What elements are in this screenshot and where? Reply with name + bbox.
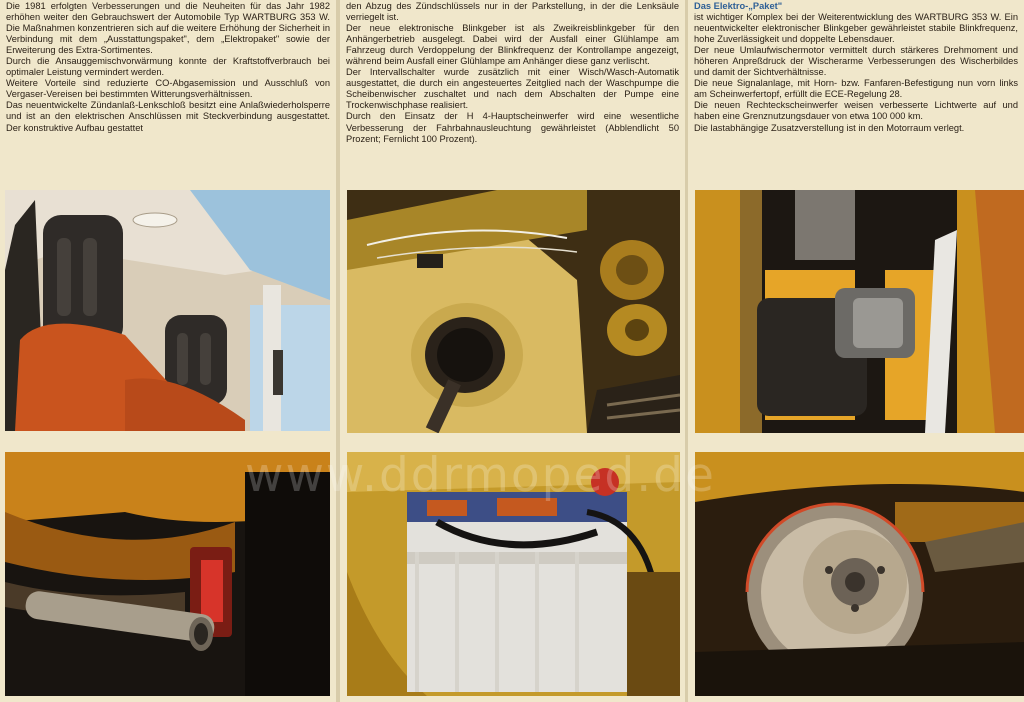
photo-engine-bay-headlight (347, 190, 680, 433)
panel-right-text (694, 1, 1018, 134)
section-heading: Das Elektro-„Paket" (694, 1, 783, 11)
paragraph: Durch den Einsatz der H 4-Hauptscheinwerfer wird eine wesentliche Verbesserung der Fahrbahnausleuchtung gewährleistet (Abblendlicht 50 Prozent; Fernlicht 100 Prozent). (346, 111, 679, 144)
paragraph: Weitere Vorteile sind reduzierte CO-Abgasemission und Ausschluß von Vergaser-Vereisen bei bestimmten Witterungsverhältnissen. (6, 78, 330, 100)
paragraph: Durch die Ansauggemischvorwärmung konnte der Kraftstoffverbrauch bei optimaler Leistung vermindert werden. (6, 56, 330, 78)
panel-middle (340, 0, 685, 702)
paragraph: Das neuentwickelte Zündanlaß-Lenkschloß besitzt eine Anlaßwiederholsperre und ist an den elektrischen Anschlüssen mit Steckverbindung ausgestattet. Der konstruktive Aufbau gestattet (6, 100, 330, 133)
paragraph: Der neue Umlaufwischermotor vermittelt durch stärkeres Drehmoment und höheren Anpreßdruck der Wischerarme Verbesserungen des Wischerbildes und damit der Sichtverhältnisse. (694, 45, 1018, 78)
paragraph: den Abzug des Zündschlüssels nur in der Parkstellung, in der die Lenksäule verriegelt ist. (346, 1, 679, 23)
photo-wiper-motor (695, 190, 1024, 433)
paragraph: Die neue Signalanlage, mit Horn- bzw. Fanfaren-Befestigung nun vorn links am Scheinwerfertopf, erfüllt die ECE-Regelung 28. (694, 78, 1018, 100)
paragraph: Der Intervallschalter wurde zusätzlich mit einer Wisch/Wasch-Automatik ausgestattet, die durch ein angesteuertes Zeitglied nach der Waschpumpe die Scheibenwischer zuschaltet und nach dem Abschalten der Pumpe eine Trockenwischphase realisiert. (346, 67, 679, 111)
photo-brake-disc (695, 452, 1024, 696)
panel-right (688, 0, 1024, 702)
paragraph: Die lastabhängige Zusatzverstellung ist in den Motorraum verlegt. (694, 122, 965, 133)
watermark: www.ddrmoped.de (245, 448, 716, 503)
panel-left (0, 0, 336, 702)
panel-middle-text (346, 1, 679, 145)
paragraph: Die neuen Rechteckscheinwerfer weisen verbesserte Lichtwerte auf und haben eine Grenznutzungsdauer von etwa 100 000 km. (694, 100, 1018, 122)
paragraph: Die 1981 erfolgten Verbesserungen und die Neuheiten für das Jahr 1982 erhöhen weiter den Gebrauchswert der Automobile Typ WARTBURG 353 W. Die Maßnahmen konzentrieren sich auf die weitere Erhöhung der Sicherheit in Verbindung mit dem „Ausstattungspaket", dem „Elektropaket" sowie der Erweiterung des Extra-Sortimentes. (6, 1, 330, 56)
paragraph: ist wichtiger Komplex bei der Weiterentwicklung des WARTBURG 353 W. Ein neuentwickelter elektronischer Blinkgeber gewährleistet stabile Blinkfrequenz, hohe Zuverlässigkeit und doppelte Lebensdauer. (694, 12, 1018, 45)
paragraph: Der neue elektronische Blinkgeber ist als Zweikreisblinkgeber für den Anhängerbetrieb ausgelegt. Dabei wird der Ausfall einer Glühlampe am Fahrzeug durch Verdoppelung der Blinkfrequenz der Kontrollampe angezeigt, während beim Ausfall einer Glühlampe am Anhänger diese ganz verlischt. (346, 23, 679, 67)
photo-car-interior-seats (5, 190, 330, 431)
panel-left-text (6, 1, 330, 134)
